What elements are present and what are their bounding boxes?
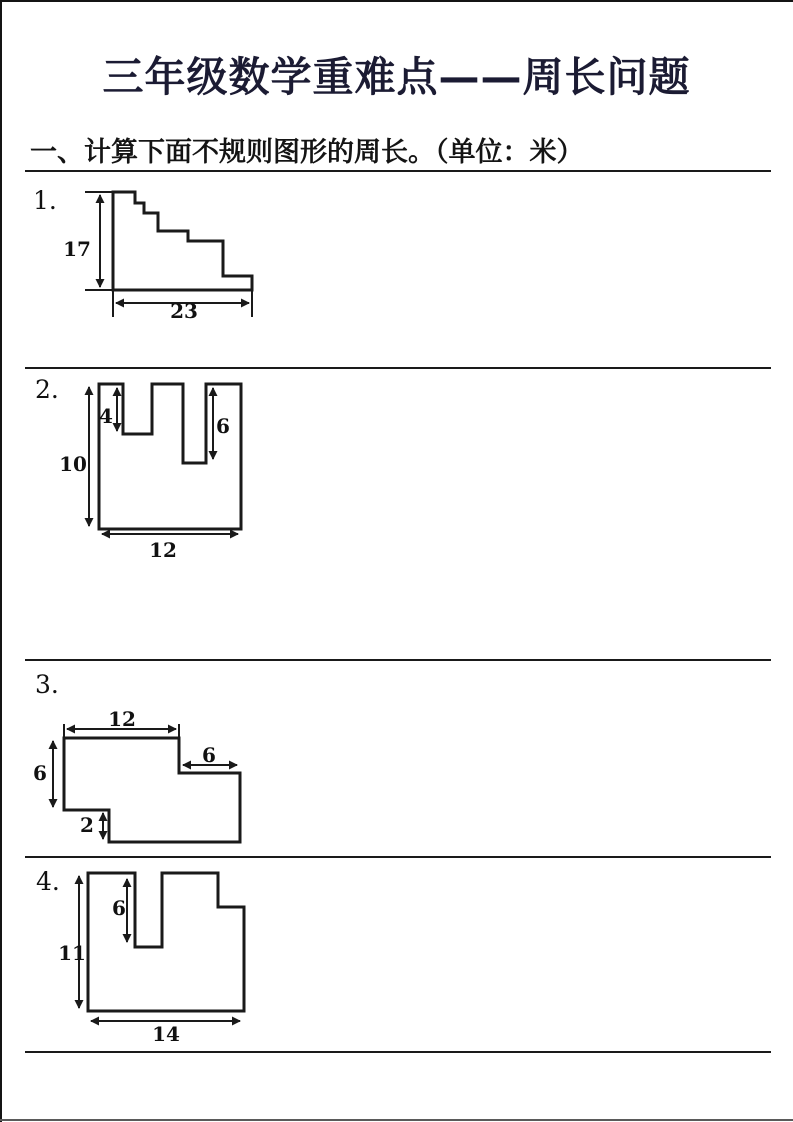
page-border-bottom — [0, 1119, 793, 1121]
staircase-outline — [113, 192, 252, 290]
top-label: 12 — [108, 707, 136, 731]
notch-label: 2 — [80, 813, 94, 837]
height-label: 17 — [63, 237, 91, 261]
notched-block-outline — [99, 384, 241, 529]
problem-1-number: 1. — [33, 186, 57, 215]
problem-4-number: 4. — [36, 867, 60, 896]
page-border-left — [0, 0, 2, 1122]
height-label: 10 — [59, 452, 87, 476]
section-heading: 一、计算下面不规则图形的周长。（单位：米） — [30, 137, 584, 168]
bottom-label: 14 — [152, 1022, 180, 1046]
figure-1-staircase — [30, 185, 270, 325]
separator-line — [25, 1051, 771, 1053]
problem-3-number: 3. — [35, 670, 59, 699]
left-notch-label: 4 — [99, 404, 113, 428]
separator-line — [25, 367, 771, 369]
page-border-top — [0, 0, 793, 2]
left-label: 6 — [33, 761, 47, 785]
problem-2-number: 2. — [35, 375, 59, 404]
figure-3-step-polygon — [30, 700, 260, 850]
step-label: 6 — [202, 743, 216, 767]
separator-line — [25, 170, 771, 172]
width-label: 23 — [170, 299, 198, 323]
worksheet-title: 三年级数学重难点——周长问题 — [102, 53, 691, 101]
notch-label: 6 — [112, 896, 126, 920]
right-notch-label: 6 — [216, 414, 230, 438]
separator-line — [25, 659, 771, 661]
width-label: 12 — [149, 538, 177, 562]
figure-4-notched-step-block — [55, 865, 260, 1050]
figure-2-notched-block — [60, 375, 260, 570]
separator-line — [25, 856, 771, 858]
left-label: 11 — [58, 941, 86, 965]
notched-step-outline — [88, 873, 244, 1011]
